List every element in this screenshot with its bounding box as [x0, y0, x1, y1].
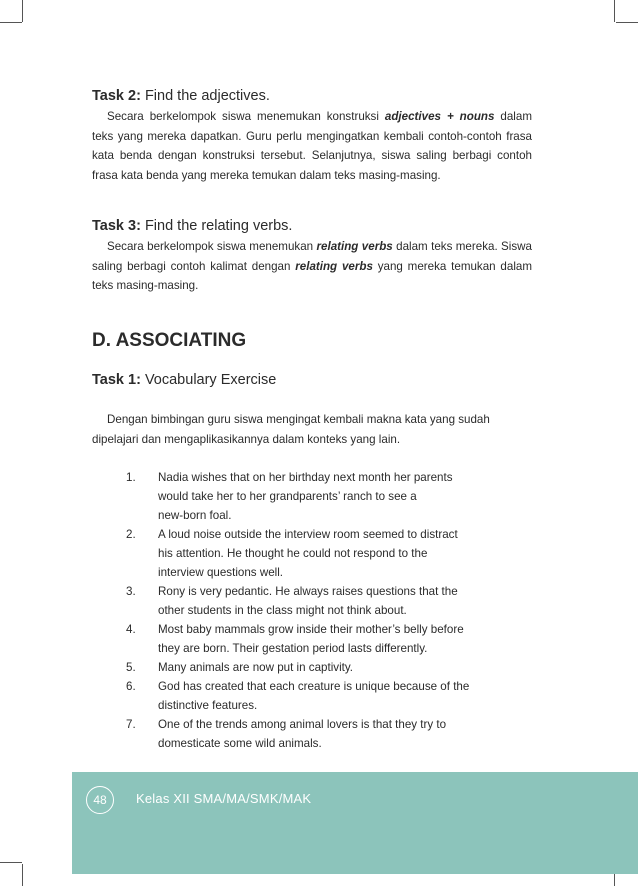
- task-3-title: [92, 218, 532, 234]
- item-text: God has created that each creature is unique because of the distinctive features.: [158, 680, 470, 712]
- task-3-paragraph: [92, 237, 532, 296]
- list-item: [126, 525, 526, 582]
- task-1-intro-text: Dengan bimbingan guru siswa mengingat kembali makna kata yang sudah dipelajari dan mengaplikasikannya dalam konteks yang lain.: [92, 413, 490, 446]
- item-text: Rony is very pedantic. He always raises questions that the other students in the class might not think about.: [158, 585, 458, 617]
- item-number: 4.: [126, 623, 136, 636]
- section-heading: D. ASSOCIATING: [92, 330, 247, 351]
- task-2-block: [92, 88, 532, 185]
- task-2-text-cont: dalam teks yang mereka dapatkan. Guru perlu mengingatkan kembali contoh-contoh frasa kata benda dengan konstruksi tersebut. Selanjutnya, siswa saling berbagi contoh frasa kata benda yang mereka temukan dalam teks masing-masing.: [92, 110, 532, 182]
- item-text: One of the trends among animal lovers is that they try to domesticate some wild animals.: [158, 718, 447, 750]
- item-number: 5.: [126, 661, 136, 674]
- task-3-emphasis: relating verbs: [316, 240, 393, 253]
- item-text: Most baby mammals grow inside their mother’s belly before they are born. Their gestation period lasts differently.: [158, 623, 464, 655]
- crop-mark: [616, 22, 638, 23]
- task-1-label: Task 1:: [92, 372, 141, 388]
- task-1-block: [92, 372, 532, 391]
- crop-mark: [0, 862, 22, 863]
- item-number: 2.: [126, 528, 136, 541]
- list-item: [126, 468, 526, 525]
- task-3-text-end: yang mereka temukan dalam teks masing-masing.: [92, 259, 533, 292]
- footer-title: Kelas XII SMA/MA/SMK/MAK: [136, 791, 312, 806]
- item-text: Many animals are now put in captivity.: [158, 661, 354, 674]
- task-3-block: [92, 218, 532, 296]
- item-text: Nadia wishes that on her birthday next month her parents would take her to her grandparents’ ranch to see a new-born foal.: [158, 471, 453, 522]
- crop-mark: [22, 864, 23, 886]
- list-item: [126, 620, 526, 658]
- task-1-intro: [92, 410, 532, 449]
- item-number: 3.: [126, 585, 136, 598]
- task-2-label: Task 2:: [92, 88, 141, 104]
- item-number: 7.: [126, 718, 136, 731]
- task-1-title-text: Vocabulary Exercise: [144, 372, 277, 388]
- task-3-text-cont: dalam teks mereka. Siswa saling berbagi contoh kalimat dengan: [92, 240, 532, 273]
- exercise-list: [126, 468, 526, 753]
- list-item: [126, 677, 526, 715]
- item-text: A loud noise outside the interview room seemed to distract his attention. He thought he could not respond to the interview questions well.: [158, 528, 458, 579]
- item-number: 6.: [126, 680, 136, 693]
- task-3-emphasis-2: relating verbs: [295, 259, 373, 273]
- task-3-label: Task 3:: [92, 218, 141, 234]
- task-2-text: Secara berkelompok siswa menemukan konstruksi: [107, 110, 385, 123]
- crop-mark: [0, 22, 22, 23]
- item-number: 1.: [126, 471, 136, 484]
- task-2-paragraph: [92, 107, 532, 185]
- task-1-title: [92, 372, 532, 388]
- list-item: [126, 658, 526, 677]
- crop-mark: [22, 0, 23, 22]
- page-number: 48: [86, 786, 114, 814]
- page-footer: [72, 772, 638, 874]
- list-item: [126, 715, 526, 753]
- task-3-title-text: Find the relating verbs.: [144, 218, 293, 234]
- task-2-emphasis: adjectives + nouns: [384, 110, 495, 123]
- list-item: [126, 582, 526, 620]
- task-3-text: Secara berkelompok siswa menemukan: [107, 240, 317, 253]
- task-2-title-text: Find the adjectives.: [144, 88, 270, 104]
- crop-mark: [614, 0, 615, 22]
- task-2-title: [92, 88, 532, 104]
